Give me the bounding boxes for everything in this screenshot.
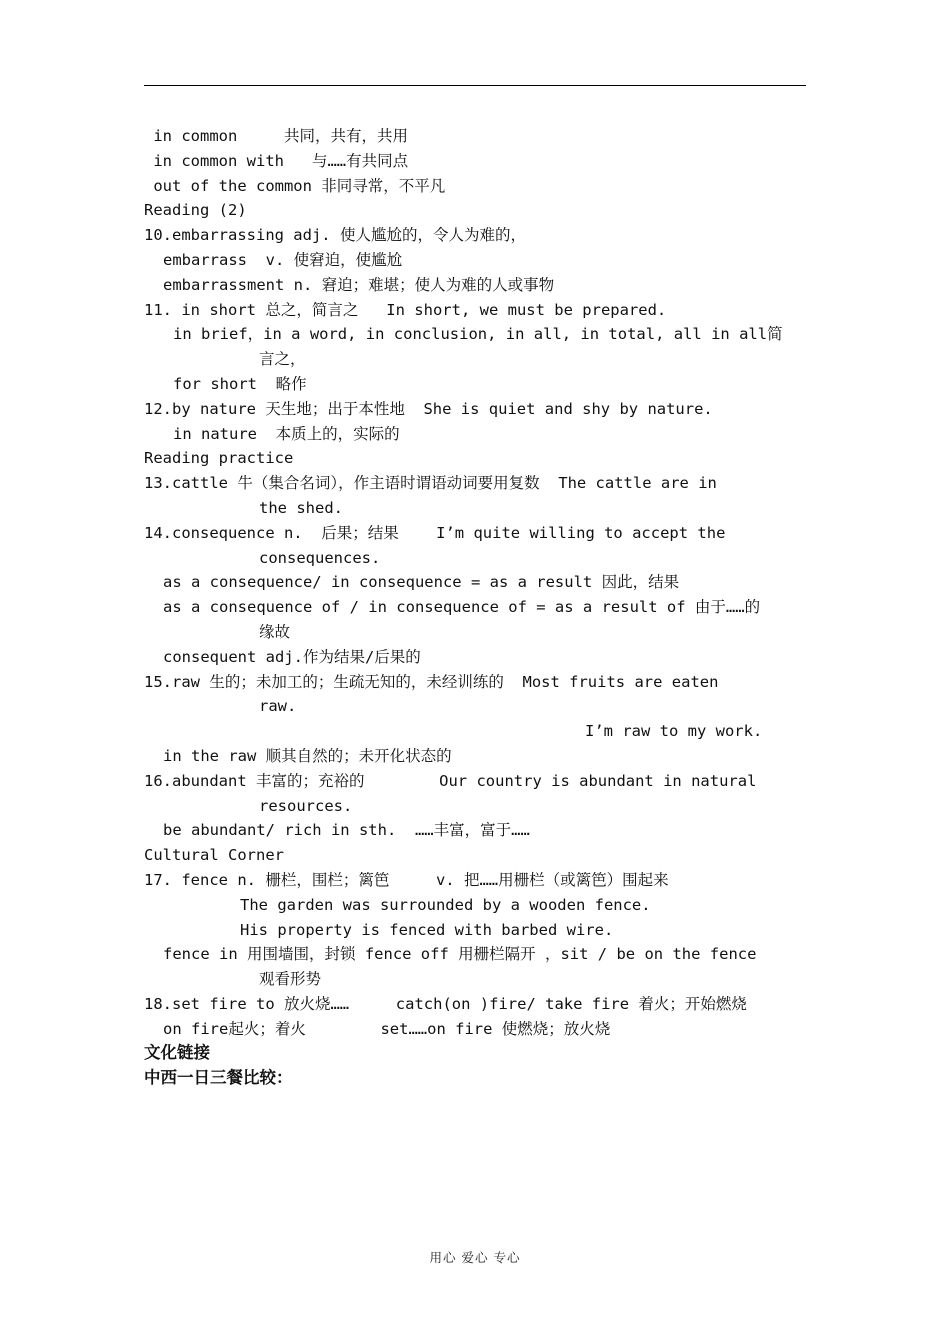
text-line: in nature 本质上的，实际的 [173, 424, 400, 443]
section-heading: Cultural Corner [144, 846, 284, 865]
text-line: 观看形势 [259, 970, 322, 989]
text-line: I’m raw to my work. [585, 722, 763, 741]
bold-heading: 中西一日三餐比较： [144, 1068, 293, 1088]
example-sentence: His property is fenced with barbed wire. [240, 920, 614, 939]
text-line: 12.by nature 天生地；出于本性地 She is quiet and shy by nature. [144, 399, 713, 418]
text-line: on fire起火；着火 set……on fire 使燃烧；放火烧 [163, 1019, 611, 1038]
text-line: 14.consequence n. 后果；结果 I’m quite willing to accept the [144, 523, 726, 542]
text-line: be abundant/ rich in sth. ……丰富，富于…… [163, 821, 530, 840]
text-line: out of the common 非同寻常，不平凡 [144, 176, 446, 195]
text-line: the shed. [259, 498, 343, 517]
section-heading: Reading (2) [144, 201, 247, 220]
text-line: consequences. [259, 548, 381, 567]
text-line: 10.embarrassing adj. 使人尴尬的，令人为难的， [144, 226, 526, 245]
text-line: raw. [259, 697, 297, 716]
section-heading: Reading practice [144, 449, 294, 468]
text-line: 缘故 [259, 622, 291, 641]
text-line: for short 略作 [173, 374, 307, 393]
text-line: 18.set fire to 放火烧…… catch(on )fire/ take fire 着火；开始燃烧 [144, 994, 747, 1013]
example-sentence: The garden was surrounded by a wooden fence. [240, 895, 651, 914]
text-line: resources. [259, 796, 353, 815]
bold-heading: 文化链接 [144, 1043, 210, 1063]
text-line: as a consequence of / in consequence of = as a result of 由于……的 [163, 598, 761, 617]
document-body [144, 124, 806, 1091]
text-line: embarrass v. 使窘迫，使尴尬 [163, 250, 403, 269]
text-line: 11. in short 总之，简言之 In short, we must be prepared. [144, 300, 667, 319]
text-line: 15.raw 生的；未加工的；生疏无知的，未经训练的 Most fruits are eaten [144, 672, 719, 691]
text-line: fence in 用围墙围，封锁 fence off 用栅栏隔开 ，sit / be on the fence [163, 945, 757, 964]
text-line: 13.cattle 牛（集合名词），作主语时谓语动词要用复数 The cattle are in [144, 474, 717, 493]
text-line: in common with 与……有共同点 [144, 151, 409, 170]
page-footer: 用心 爱心 专心 [429, 1250, 521, 1265]
text-line: 言之， [259, 350, 306, 369]
text-line: in brief，in a word, in conclusion, in all, in total, all in all简 [173, 325, 783, 344]
text-line: in the raw 顺其自然的；未开化状态的 [163, 746, 452, 765]
text-line: as a consequence/ in consequence = as a result 因此，结果 [163, 573, 680, 592]
text-line: embarrassment n. 窘迫；难堪；使人为难的人或事物 [163, 275, 555, 294]
text-line: consequent adj.作为结果/后果的 [163, 647, 421, 666]
text-line: 17. fence n. 栅栏，围栏；篱笆 v. 把……用栅栏（或篱笆）围起来 [144, 870, 669, 889]
text-line: 16.abundant 丰富的；充裕的 Our country is abundant in natural [144, 771, 757, 790]
header-rule [144, 85, 806, 86]
text-line: in common 共同，共有，共用 [144, 127, 408, 145]
